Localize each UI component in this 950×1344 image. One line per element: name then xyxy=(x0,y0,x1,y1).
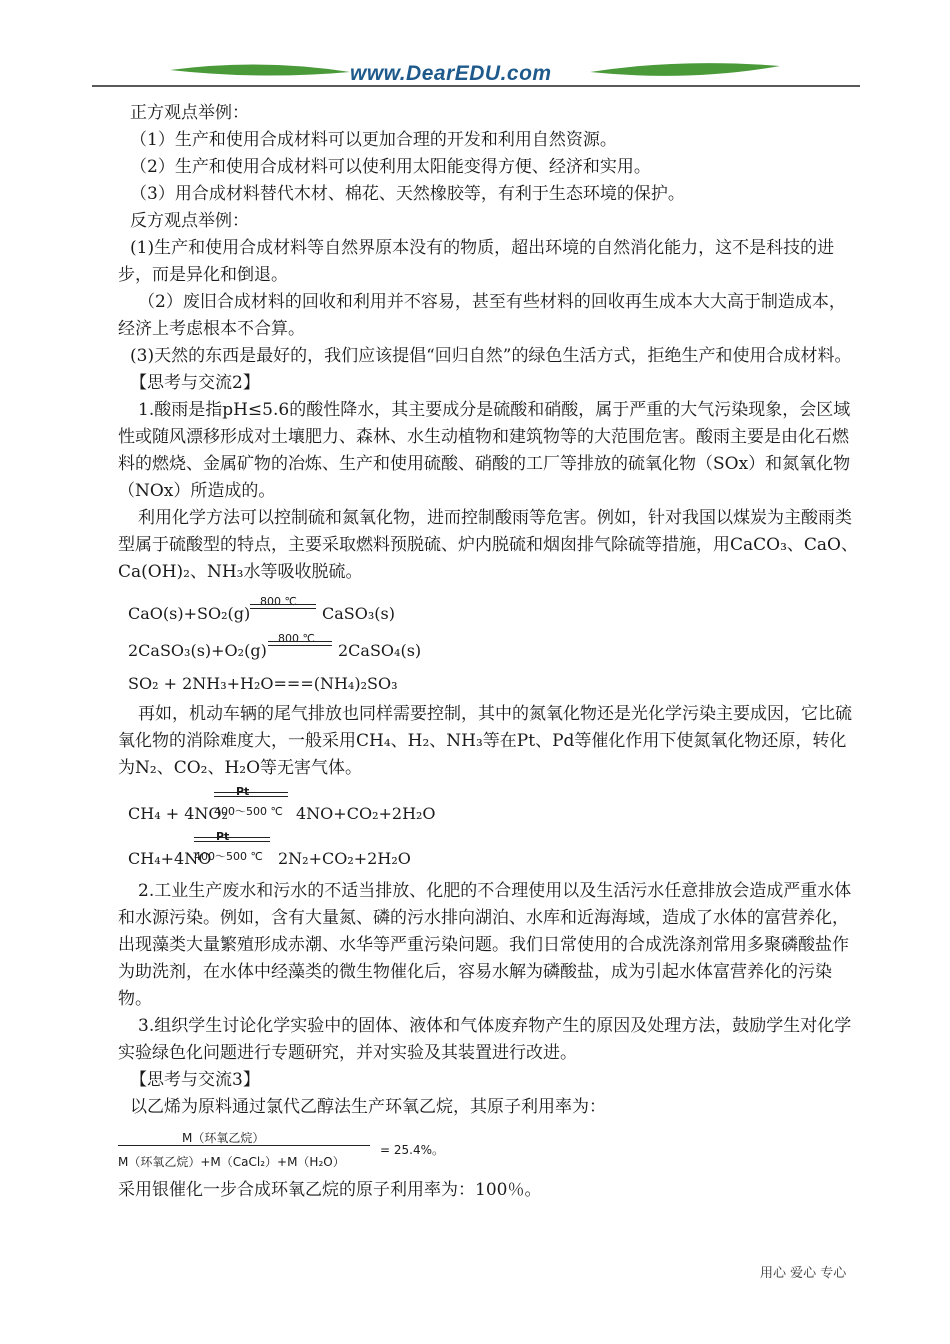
eq2-condition: 800 ℃ xyxy=(278,632,315,645)
eq1-left: CaO(s)+SO₂(g) xyxy=(128,604,251,623)
eq4-arrow-bar xyxy=(214,792,288,793)
eq5-condition: 400～500 ℃ xyxy=(194,850,263,863)
eq4-arrow-bar-2 xyxy=(214,796,288,797)
eq4-condition: 400～500 ℃ xyxy=(214,805,283,818)
eq1-arrow-bar-2 xyxy=(250,608,316,609)
eq5-left: CH₄+4NO xyxy=(128,849,212,868)
section2-title: 【思考与交流2】 xyxy=(130,373,260,393)
con-item-2: （2）废旧合成材料的回收和利用并不容易，甚至有些材料的回收再生成本大大高于制造成本，经济上考虑根本不合算。 xyxy=(118,292,846,339)
fraction-result: = 25.4%。 xyxy=(380,1143,444,1157)
section2-p4: 2.工业生产废水和污水的不适当排放、化肥的不合理使用以及生活污水任意排放会造成严重水体和水源污染。例如，含有大量氮、磷的污水排向湖泊、水库和近海海域，造成了水体的富营养化，出现藻类大量繁殖形成赤潮、水华等严重污染问题。我们日常使用的合成洗涤剂常用多聚磷酸盐作为助洗剂，在水体中经藻类的微生物催化后，容易水解为磷酸盐，成为引起水体富营养化的污染物。 xyxy=(118,881,852,1009)
eq1-condition: 800 ℃ xyxy=(260,595,297,608)
con-item-3: (3)天然的东西是最好的，我们应该提倡“回归自然”的绿色生活方式，拒绝生产和使用合成材料。 xyxy=(130,346,852,366)
eq4-catalyst: Pt xyxy=(236,785,250,798)
section3-title: 【思考与交流3】 xyxy=(130,1070,260,1090)
equation-3: SO₂ + 2NH₃+H₂O===(NH₄)₂SO₃ xyxy=(128,674,398,693)
page-header xyxy=(0,0,950,96)
eq4-left: CH₄ + 4NO₂ xyxy=(128,804,228,823)
equation-4 xyxy=(128,785,858,823)
fraction-numerator: M（环氧乙烷） xyxy=(182,1131,265,1145)
section2-p2: 利用化学方法可以控制硫和氮氧化物，进而控制酸雨等危害。例如，针对我国以煤炭为主酸雨类型属于硫酸型的特点，主要采取燃料预脱硫、炉内脱硫和烟囱排气除硫等措施，用CaCO₃、CaO、Ca(OH)₂、NH₃水等吸收脱硫。 xyxy=(118,508,858,582)
fraction-bar xyxy=(118,1145,370,1146)
document-body xyxy=(118,100,858,1204)
section3-p2: 采用银催化一步合成环氧乙烷的原子利用率为：100％。 xyxy=(118,1180,542,1200)
equation-5 xyxy=(128,830,858,868)
eq1-right: CaSO₃(s) xyxy=(322,604,395,623)
con-item-1: (1)生产和使用合成材料等自然界原本没有的物质，超出环境的自然消化能力，这不是科技的进步，而是异化和倒退。 xyxy=(118,238,835,285)
eq1-arrow-bar xyxy=(250,604,316,605)
section3-p1: 以乙烯为原料通过氯代乙醇法生产环氧乙烷，其原子利用率为： xyxy=(130,1097,606,1117)
eq2-left: 2CaSO₃(s)+O₂(g) xyxy=(128,641,267,660)
eq2-arrow-bar-2 xyxy=(268,645,332,646)
eq5-catalyst: Pt xyxy=(216,830,230,843)
section2-p5: 3.组织学生讨论化学实验中的固体、液体和气体废弃物产生的原因及处理方法，鼓励学生对化学实验绿色化问题进行专题研究，并对实验及其装置进行改进。 xyxy=(118,1016,852,1063)
page-footer: 用心 爱心 专心 xyxy=(760,1266,847,1281)
fraction-denominator: M（环氧乙烷）+M（CaCl₂）+M（H₂O） xyxy=(118,1155,345,1169)
eq5-right: 2N₂+CO₂+2H₂O xyxy=(278,849,411,868)
pro-item-3: （3）用合成材料替代木材、棉花、天然橡胶等，有利于生态环境的保护。 xyxy=(130,184,685,204)
pro-title: 正方观点举例： xyxy=(130,103,249,123)
pro-item-1: （1）生产和使用合成材料可以更加合理的开发和利用自然资源。 xyxy=(130,130,617,150)
section2-p1: 1.酸雨是指pH≤5.6的酸性降水，其主要成分是硫酸和硝酸，属于严重的大气污染现象，会区域性或随风漂移形成对土壤肥力、森林、水生动植物和建筑物等的大范围危害。酸雨主要是由化石燃料的燃烧、金属矿物的冶炼、生产和使用硫酸、硝酸的工厂等排放的硫氧化物（SOx）和氮氧化物（NOx）所造成的。 xyxy=(118,400,851,501)
equation-2 xyxy=(128,633,858,660)
eq4-right: 4NO+CO₂+2H₂O xyxy=(296,804,436,823)
section2-p3: 再如，机动车辆的尾气排放也同样需要控制，其中的氮氧化物还是光化学污染主要成因，它比硫氧化物的消除难度大，一般采用CH₄、H₂、NH₃等在Pt、Pd等催化作用下使氮氧化物还原，转化为N₂、CO₂、H₂O等无害气体。 xyxy=(118,704,852,778)
eq5-arrow-bar xyxy=(194,837,270,838)
eq5-arrow-bar-2 xyxy=(194,841,270,842)
con-title: 反方观点举例： xyxy=(130,211,249,231)
eq2-right: 2CaSO₄(s) xyxy=(338,641,422,660)
eq2-arrow-bar xyxy=(268,641,332,642)
site-title: www.DearEDU.com xyxy=(350,62,552,85)
equation-1 xyxy=(128,596,858,623)
atom-utilization-fraction xyxy=(118,1125,858,1171)
pro-item-2: （2）生产和使用合成材料可以使利用太阳能变得方便、经济和实用。 xyxy=(130,157,651,177)
